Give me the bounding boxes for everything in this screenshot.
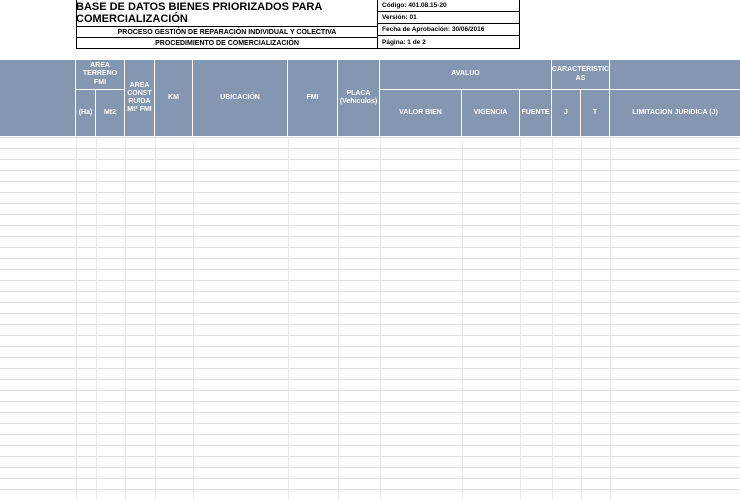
document-version: Versión: 01 <box>378 12 520 24</box>
header-extra <box>610 60 740 90</box>
header-ha: (Ha) <box>76 90 96 137</box>
header-fmi: FMI <box>288 60 338 137</box>
header-limitacion-juridica: LIMITACION JURIDICA (J) <box>610 90 740 137</box>
header-vigencia: VIGENCIA <box>462 90 520 137</box>
header-valor-bien: VALOR BIEN <box>380 90 462 137</box>
column-divider <box>581 137 582 500</box>
column-divider <box>76 137 77 500</box>
table-body-grid <box>0 137 740 500</box>
column-divider <box>193 137 194 500</box>
header-area-construida: AREA CONST RUIDA Mt² FMI <box>125 60 155 137</box>
header-mt2: Mt2 <box>96 90 125 137</box>
column-divider <box>462 137 463 500</box>
header-area-terreno: AREA TERRENO FMI <box>76 60 125 90</box>
column-divider <box>155 137 156 500</box>
header-placa: PLACA (Vehiculos) <box>338 60 380 137</box>
header-ubicacion: UBICACIÓN <box>193 60 288 137</box>
column-divider <box>338 137 339 500</box>
document-title: BASE DE DATOS BIENES PRIORIZADOS PARA COMERCIALIZACIÓN <box>76 1 322 25</box>
document-code: Código: 401.08.15-20 <box>378 0 520 12</box>
header-km: KM <box>155 60 193 137</box>
column-divider <box>520 137 521 500</box>
column-divider <box>96 137 97 500</box>
column-divider <box>125 137 126 500</box>
approval-date: Fecha de Aprobación: 30/06/2016 <box>378 24 520 36</box>
header-blank <box>0 60 76 137</box>
column-divider <box>380 137 381 500</box>
process-name: PROCESO GESTIÓN DE REPARACIÓN INDIVIDUAL Y COLECTIVA <box>76 26 378 37</box>
header-fuente: FUENTE <box>520 90 552 137</box>
column-divider <box>552 137 553 500</box>
header-j: J <box>552 90 581 137</box>
column-divider <box>610 137 611 500</box>
header-t: T <box>581 90 610 137</box>
header-caracteristicas: CARACTERISTIC AS <box>552 60 610 90</box>
header-avaluo: AVALUO <box>380 60 552 90</box>
column-divider <box>288 137 289 500</box>
procedure-name: PROCEDIMIENTO DE COMERCIALIZACIÓN <box>76 37 378 48</box>
page-number: Página: 1 de 2 <box>382 38 426 46</box>
